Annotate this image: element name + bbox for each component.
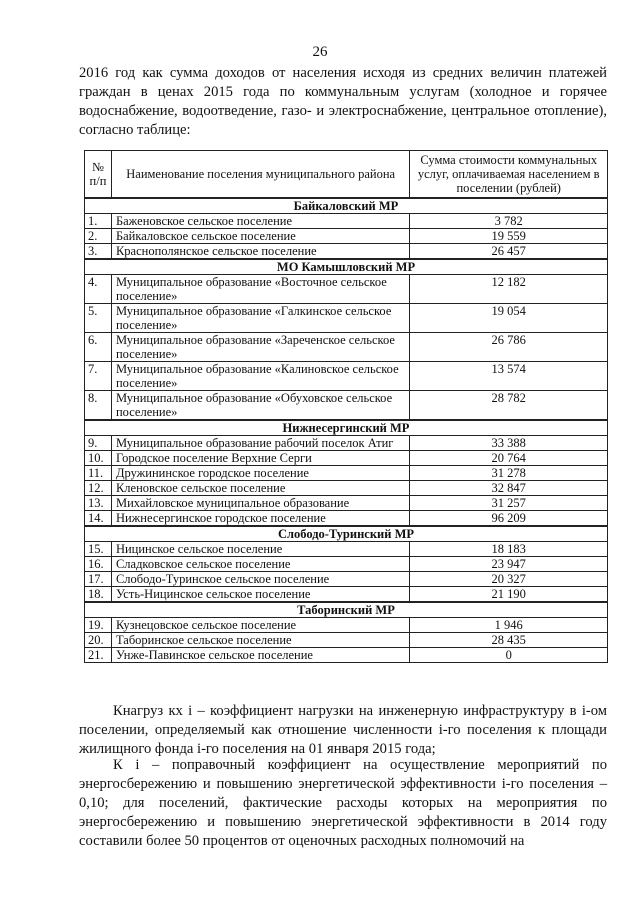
settlement-value: 21 190 xyxy=(410,587,608,603)
table-body xyxy=(85,198,608,663)
settlement-name: Сладковское сельское поселение xyxy=(111,557,409,572)
region-name: Таборинский МР xyxy=(85,602,608,618)
settlement-value: 96 209 xyxy=(410,511,608,527)
settlement-name: Байкаловское сельское поселение xyxy=(111,229,409,244)
settlement-value: 20 764 xyxy=(410,451,608,466)
row-number: 15. xyxy=(85,542,112,557)
header-name: Наименование поселения муниципального района xyxy=(111,151,409,199)
region-row xyxy=(85,420,608,436)
row-number: 1. xyxy=(85,214,112,229)
settlement-name: Дружининское городское поселение xyxy=(111,466,409,481)
page-number: 26 xyxy=(312,44,328,60)
row-number: 12. xyxy=(85,481,112,496)
settlement-value: 33 388 xyxy=(410,436,608,451)
settlement-value: 23 947 xyxy=(410,557,608,572)
table-row xyxy=(85,572,608,587)
table-row xyxy=(85,466,608,481)
coefficient-correction-paragraph: К i – поправочный коэффициент на осуществление мероприятий по энергосбережению и повышению энергетической эффективности i-го поселения – 0,10; для поселений, фактические расходы которых на мероприятия по энергосбережению и повышению энергетической эффективности в 2014 году составили более 50 процентов от оценочных расходных полномочий на xyxy=(79,757,607,849)
settlement-name: Баженовское сельское поселение xyxy=(111,214,409,229)
table-row xyxy=(85,618,608,633)
settlement-name: Муниципальное образование «Калиновское сельское поселение» xyxy=(111,362,409,391)
region-name: Нижнесергинский МР xyxy=(85,420,608,436)
table-row xyxy=(85,481,608,496)
table-row xyxy=(85,648,608,663)
settlement-name: Таборинское сельское поселение xyxy=(111,633,409,648)
table-row xyxy=(85,214,608,229)
row-number: 9. xyxy=(85,436,112,451)
settlement-name: Муниципальное образование рабочий поселок Атиг xyxy=(111,436,409,451)
region-row xyxy=(85,602,608,618)
region-name: Слободо-Туринский МР xyxy=(85,526,608,542)
settlement-name: Усть-Ницинское сельское поселение xyxy=(111,587,409,603)
row-number: 16. xyxy=(85,557,112,572)
region-name: МО Камышловский МР xyxy=(85,259,608,275)
row-number: 8. xyxy=(85,391,112,421)
table-row xyxy=(85,436,608,451)
settlement-value: 18 183 xyxy=(410,542,608,557)
row-number: 13. xyxy=(85,496,112,511)
table-row xyxy=(85,304,608,333)
table-row xyxy=(85,229,608,244)
settlement-value: 26 457 xyxy=(410,244,608,260)
row-number: 17. xyxy=(85,572,112,587)
settlement-value: 20 327 xyxy=(410,572,608,587)
settlement-name: Кленовское сельское поселение xyxy=(111,481,409,496)
settlement-name: Ницинское сельское поселение xyxy=(111,542,409,557)
row-number: 6. xyxy=(85,333,112,362)
settlement-name: Слободо-Туринское сельское поселение xyxy=(111,572,409,587)
row-number: 18. xyxy=(85,587,112,603)
region-row xyxy=(85,526,608,542)
settlement-value: 13 574 xyxy=(410,362,608,391)
region-row xyxy=(85,259,608,275)
settlement-name: Муниципальное образование «Галкинское сельское поселение» xyxy=(111,304,409,333)
row-number: 7. xyxy=(85,362,112,391)
settlement-value: 19 559 xyxy=(410,229,608,244)
row-number: 21. xyxy=(85,648,112,663)
intro-paragraph: 2016 год как сумма доходов от населения исходя из средних величин платежей граждан в ценах 2015 года по коммунальным услугам (холодное и горячее водоснабжение, водоотведение, газо- и электроснабжение, центральное отопление), согласно таблице: xyxy=(79,65,607,138)
row-number: 5. xyxy=(85,304,112,333)
table-row xyxy=(85,333,608,362)
row-number: 11. xyxy=(85,466,112,481)
settlement-name: Городское поселение Верхние Серги xyxy=(111,451,409,466)
settlement-name: Михайловское муниципальное образование xyxy=(111,496,409,511)
row-number: 2. xyxy=(85,229,112,244)
settlement-value: 31 278 xyxy=(410,466,608,481)
settlement-name: Нижнесергинское городское поселение xyxy=(111,511,409,527)
coefficient-load-paragraph: Кнагруз кх i – коэффициент нагрузки на инженерную инфраструктуру в i-ом поселении, определяемый как отношение численности i-го поселения к площади жилищного фонда i-го поселения на 01 января 2015 года; xyxy=(79,703,607,757)
settlement-name: Краснополянское сельское поселение xyxy=(111,244,409,260)
header-num: № п/п xyxy=(85,151,112,199)
table-row xyxy=(85,633,608,648)
settlement-name: Муниципальное образование «Зареченское сельское поселение» xyxy=(111,333,409,362)
settlements-table xyxy=(84,150,608,663)
settlement-value: 3 782 xyxy=(410,214,608,229)
table-row xyxy=(85,451,608,466)
table-row xyxy=(85,557,608,572)
settlement-value: 28 435 xyxy=(410,633,608,648)
settlement-name: Муниципальное образование «Обуховское сельское поселение» xyxy=(111,391,409,421)
table-row xyxy=(85,362,608,391)
settlement-value: 1 946 xyxy=(410,618,608,633)
settlement-value: 32 847 xyxy=(410,481,608,496)
table-row xyxy=(85,496,608,511)
row-number: 4. xyxy=(85,275,112,304)
region-row xyxy=(85,198,608,214)
settlement-value: 26 786 xyxy=(410,333,608,362)
header-value: Сумма стоимости коммунальных услуг, оплачиваемая населением в поселении (рублей) xyxy=(410,151,608,199)
settlement-value: 0 xyxy=(410,648,608,663)
settlement-value: 31 257 xyxy=(410,496,608,511)
row-number: 10. xyxy=(85,451,112,466)
row-number: 20. xyxy=(85,633,112,648)
table-row xyxy=(85,511,608,527)
table-row xyxy=(85,587,608,603)
region-name: Байкаловский МР xyxy=(85,198,608,214)
settlement-name: Унже-Павинское сельское поселение xyxy=(111,648,409,663)
settlement-value: 28 782 xyxy=(410,391,608,421)
settlement-value: 12 182 xyxy=(410,275,608,304)
settlement-name: Муниципальное образование «Восточное сельское поселение» xyxy=(111,275,409,304)
settlement-value: 19 054 xyxy=(410,304,608,333)
row-number: 14. xyxy=(85,511,112,527)
row-number: 19. xyxy=(85,618,112,633)
table-row xyxy=(85,391,608,421)
settlement-name: Кузнецовское сельское поселение xyxy=(111,618,409,633)
table-row xyxy=(85,542,608,557)
row-number: 3. xyxy=(85,244,112,260)
table-row xyxy=(85,275,608,304)
table-header-row xyxy=(85,151,608,199)
table-row xyxy=(85,244,608,260)
